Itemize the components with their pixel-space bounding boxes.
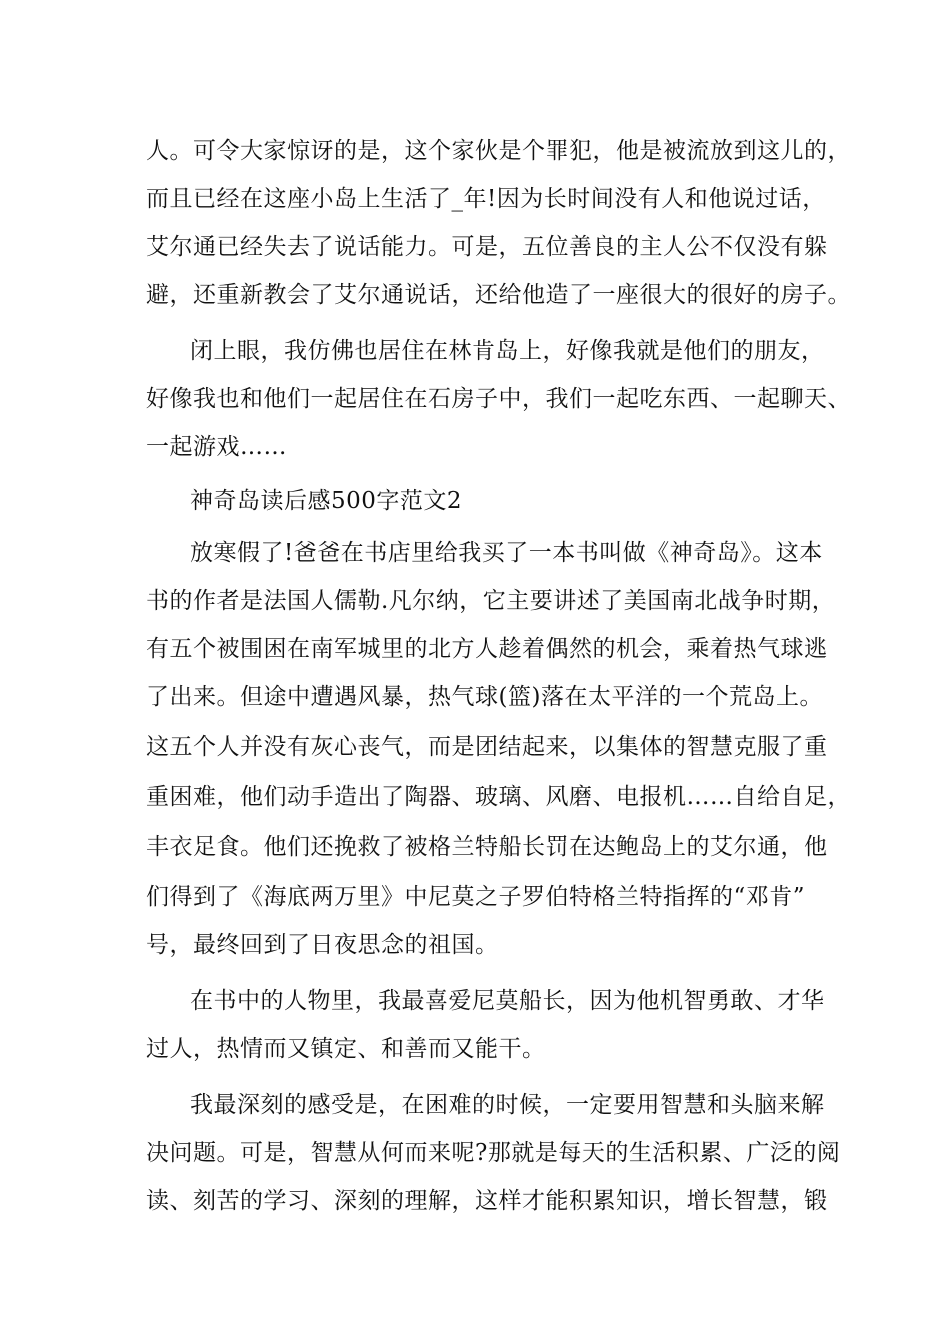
paragraph-start-line: 闭上眼，我仿佛也居住在林肯岛上，好像我就是他们的朋友， (190, 338, 825, 364)
text-line: 人。可令大家惊讶的是，这个家伙是个罪犯，他是被流放到这儿的， (146, 138, 851, 164)
text-line: 书的作者是法国人儒勒.凡尔纳，它主要讲述了美国南北战争时期， (146, 588, 836, 614)
paragraph-start-line: 我最深刻的感受是，在困难的时候，一定要用智慧和头脑来解 (190, 1092, 825, 1118)
text-line: 读、刻苦的学习、深刻的理解，这样才能积累知识，增长智慧，锻 (146, 1188, 828, 1214)
text-line: 了出来。但途中遭遇风暴，热气球(篮)落在太平洋的一个荒岛上。 (146, 684, 823, 710)
text-line: 重困难，他们动手造出了陶器、玻璃、风磨、电报机……自给自足， (146, 784, 851, 810)
text-line: 一起游戏…… (146, 434, 287, 460)
text-line: 而且已经在这座小岛上生活了_年!因为长时间没有人和他说过话， (146, 186, 826, 212)
text-line: 丰衣足食。他们还挽救了被格兰特船长罚在达鲍岛上的艾尔通，他 (146, 834, 828, 860)
text-line: 过人，热情而又镇定、和善而又能干。 (146, 1036, 546, 1062)
text-line: 避，还重新教会了艾尔通说话，还给他造了一座很大的很好的房子。 (146, 282, 851, 308)
text-line: 号，最终回到了日夜思念的祖国。 (146, 932, 499, 958)
text-line: 有五个被围困在南军城里的北方人趁着偶然的机会，乘着热气球逃 (146, 636, 828, 662)
text-line: 决问题。可是，智慧从何而来呢?那就是每天的生活积累、广泛的阅 (146, 1140, 841, 1166)
text-line: 们得到了《海底两万里》中尼莫之子罗伯特格兰特指挥的“邓肯” (146, 884, 806, 910)
paragraph-start-line: 在书中的人物里，我最喜爱尼莫船长，因为他机智勇敢、才华 (190, 988, 825, 1014)
text-line: 艾尔通已经失去了说话能力。可是，五位善良的主人公不仅没有躲 (146, 234, 828, 260)
section-heading: 神奇岛读后感500字范文2 (190, 488, 463, 514)
paragraph-start-line: 放寒假了!爸爸在书店里给我买了一本书叫做《神奇岛》。这本 (190, 540, 823, 566)
text-line: 这五个人并没有灰心丧气，而是团结起来，以集体的智慧克服了重 (146, 734, 828, 760)
text-line: 好像我也和他们一起居住在石房子中，我们一起吃东西、一起聊天、 (146, 386, 851, 412)
